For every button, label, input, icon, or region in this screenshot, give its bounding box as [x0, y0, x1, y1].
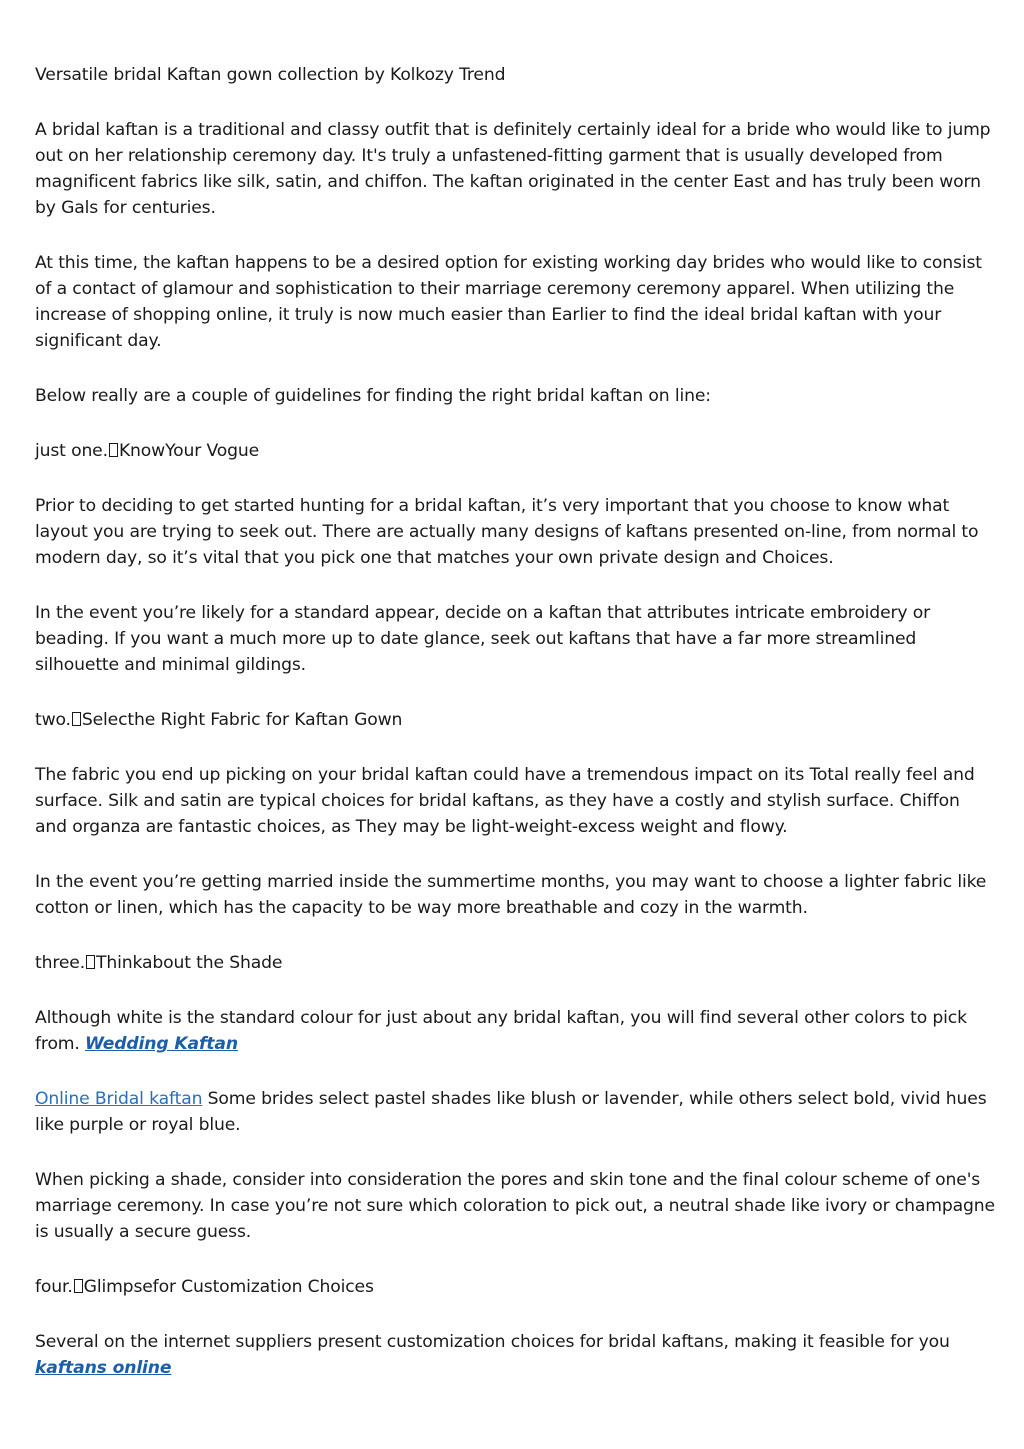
- wedding-kaftan-link[interactable]: Wedding Kaftan: [85, 1034, 238, 1054]
- online-bridal-kaftan-link[interactable]: Online Bridal kaftan: [35, 1089, 203, 1109]
- missing-glyph-icon: [109, 443, 118, 457]
- heading-select-fabric: [35, 707, 995, 733]
- paragraph-colour-text: Although white is the standard colour for just about any bridal kaftan, you will find several other colors to pick from.: [35, 1008, 967, 1054]
- heading-text: Glimpsefor Customization Choices: [83, 1277, 374, 1297]
- document-title: Versatile bridal Kaftan gown collection by Kolkozy Trend: [35, 65, 506, 85]
- paragraph-intro: A bridal kaftan is a traditional and classy outfit that is definitely certainly ideal for a bride who would like to jump out on her relationship ceremony day. It's truly a unfastened-fitting garment that is usually developed from magnificent fabrics like silk, satin, and chiffon. The kaftan originated in the center East and has truly been worn by Gals for centuries.: [35, 120, 991, 218]
- paragraph-standard-look: In the event you’re likely for a standard appear, decide on a kaftan that attributes intricate embroidery or beading. If you want a much more up to date glance, seek out kaftans that have a far more streamlined silhouette and minimal gildings.: [35, 603, 931, 675]
- document-page: [35, 62, 995, 1410]
- paragraph-design: Prior to deciding to get started hunting for a bridal kaftan, it’s very important that you choose to know what layout you are trying to seek out. There are actually many designs of kaftans presented on-line, from normal to modern day, so it’s vital that you pick one that matches your own private design and Choices.: [35, 496, 979, 568]
- paragraph-suppliers: [35, 1329, 995, 1381]
- missing-glyph-icon: [72, 712, 81, 726]
- paragraph-today: At this time, the kaftan happens to be a desired option for existing working day brides who would like to consist of a contact of glamour and sophistication to their marriage ceremony ceremony apparel. When utilizing the increase of shopping online, it truly is now much easier than Earlier to find the ideal bridal kaftan with your significant day.: [35, 253, 982, 351]
- missing-glyph-icon: [86, 955, 95, 969]
- paragraph-summer: In the event you’re getting married inside the summertime months, you may want to choose a lighter fabric like cotton or linen, which has the capacity to be way more breathable and cozy in the warmth.: [35, 872, 987, 918]
- heading-number: three.: [35, 953, 86, 973]
- heading-text: Selecthe Right Fabric for Kaftan Gown: [81, 710, 403, 730]
- heading-text: KnowYour Vogue: [118, 441, 260, 461]
- paragraph-suppliers-text: Several on the internet suppliers present customization choices for bridal kaftans, making it feasible for you: [35, 1332, 950, 1352]
- paragraph-pastel-text: Some brides select pastel shades like blush or lavender, while others select bold, vivid hues like purple or royal blue.: [35, 1089, 987, 1135]
- heading-customization: [35, 1274, 995, 1300]
- paragraph-skin-tone: When picking a shade, consider into consideration the pores and skin tone and the final colour scheme of one's marriage ceremony. In case you’re not sure which coloration to pick out, a neutral shade like ivory or champagne is usually a secure guess.: [35, 1170, 995, 1242]
- heading-number: two.: [35, 710, 71, 730]
- kaftans-online-link[interactable]: kaftans online: [35, 1358, 172, 1378]
- missing-glyph-icon: [74, 1279, 83, 1293]
- paragraph-fabric: The fabric you end up picking on your bridal kaftan could have a tremendous impact on its Total really feel and surface. Silk and satin are typical choices for bridal kaftans, as they have a costly and stylish surface. Chiffon and organza are fantastic choices, as They may be light-weight-excess weight and flowy.: [35, 765, 975, 837]
- paragraph-pastel: [35, 1086, 995, 1138]
- paragraph-guidelines-intro: Below really are a couple of guidelines for finding the right bridal kaftan on line:: [35, 386, 711, 406]
- heading-know-your-vogue: [35, 438, 995, 464]
- heading-number: four.: [35, 1277, 73, 1297]
- heading-shade: [35, 950, 995, 976]
- paragraph-colour: [35, 1005, 995, 1057]
- heading-text: Thinkabout the Shade: [96, 953, 283, 973]
- heading-number: just one.: [35, 441, 108, 461]
